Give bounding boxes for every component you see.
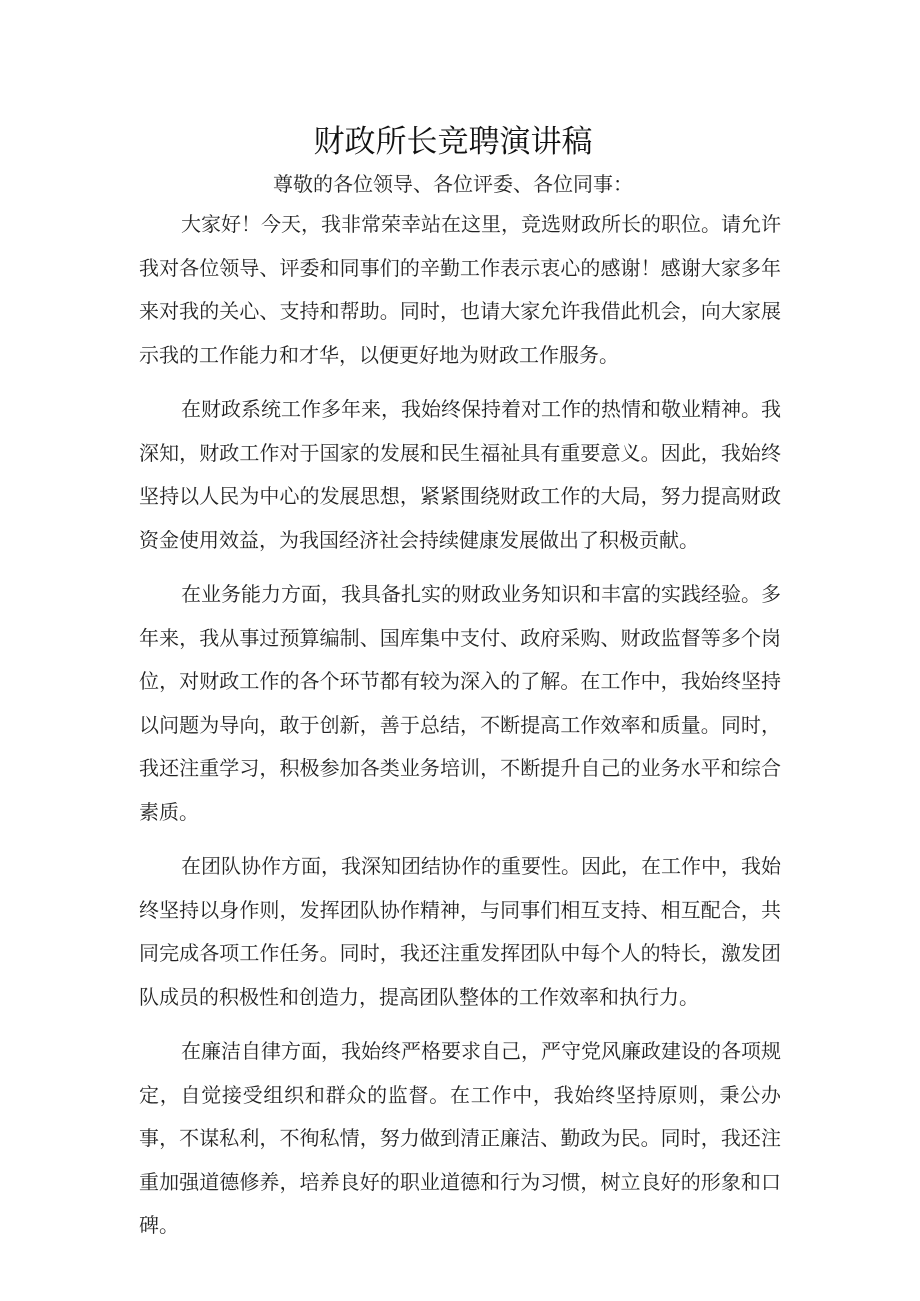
paragraph-greeting: 大家好！今天，我非常荣幸站在这里，竞选财政所长的职位。请允许我对各位领导、评委和同事们的辛勤工作表示衷心的感谢！感谢大家多年来对我的关心、支持和帮助。同时，也请大家允许我借此机会，向大家展示我的工作能力和才华，以便更好地为财政工作服务。 <box>139 212 781 367</box>
paragraph-work-attitude: 在财政系统工作多年来，我始终保持着对工作的热情和敬业精神。我深知，财政工作对于国家的发展和民生福祉具有重要意义。因此，我始终坚持以人民为中心的发展思想，紧紧围绕财政工作的大局，努力提高财政资金使用效益，为我国经济社会持续健康发展做出了积极贡献。 <box>139 397 781 552</box>
paragraph-business-ability: 在业务能力方面，我具备扎实的财政业务知识和丰富的实践经验。多年来，我从事过预算编制、国库集中支付、政府采购、财政监督等多个岗位，对财政工作的各个环节都有较为深入的了解。在工作中，我始终坚持以问题为导向，敢于创新，善于总结，不断提高工作效率和质量。同时，我还注重学习，积极参加各类业务培训，不断提升自己的业务水平和综合素质。 <box>139 582 781 824</box>
paragraph-teamwork: 在团队协作方面，我深知团结协作的重要性。因此，在工作中，我始终坚持以身作则，发挥团队协作精神，与同事们相互支持、相互配合，共同完成各项工作任务。同时，我还注重发挥团队中每个人的特长，激发团队成员的积极性和创造力，提高团队整体的工作效率和执行力。 <box>139 854 781 1009</box>
document-title: 财政所长竞聘演讲稿 <box>313 124 593 160</box>
salutation: 尊敬的各位领导、各位评委、各位同事： <box>273 172 633 196</box>
paragraph-integrity: 在廉洁自律方面，我始终严格要求自己，严守党风廉政建设的各项规定，自觉接受组织和群众的监督。在工作中，我始终坚持原则，秉公办事，不谋私利，不徇私情，努力做到清正廉洁、勤政为民。同时，我还注重加强道德修养，培养良好的职业道德和行为习惯，树立良好的形象和口碑。 <box>139 1039 781 1237</box>
document-body <box>139 203 781 1259</box>
